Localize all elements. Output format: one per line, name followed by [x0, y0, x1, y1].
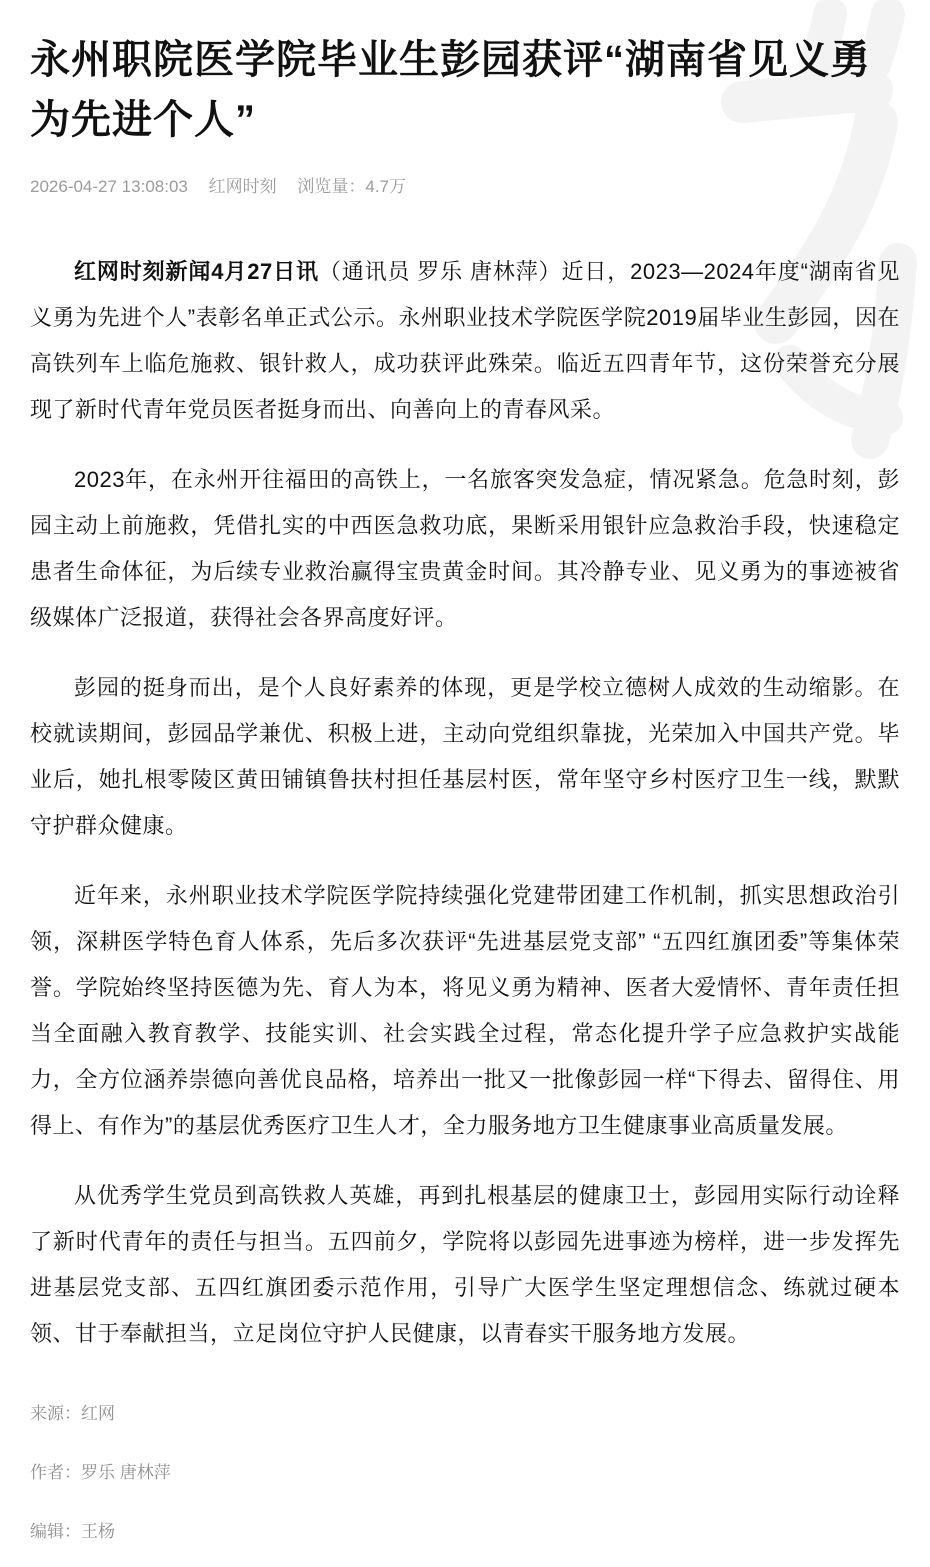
- article-paragraph: 2023年，在永州开往福田的高铁上，一名旅客突发急症，情况紧急。危急时刻，彭园主动上前施救，凭借扎实的中西医急救功底，果断采用银针应急救治手段，快速稳定患者生命体征，为后续专业救治赢得宝贵黄金时间。其冷静专业、见义勇为的事迹被省级媒体广泛报道，获得社会各界高度好评。: [30, 467, 900, 630]
- footer-row: 编辑：王杨: [30, 1522, 115, 1541]
- view-count-value: 4.7万: [365, 177, 406, 196]
- footer-row: 作者：罗乐 唐林萍: [30, 1463, 171, 1482]
- page-title: 永州职院医学院毕业生彭园获评“湖南省见义勇为先进个人”: [30, 38, 871, 142]
- paragraph-lead: 红网时刻新闻4月27日讯: [74, 259, 319, 284]
- source-name: 红网时刻: [208, 177, 277, 196]
- article-body: [30, 249, 900, 1357]
- article-paragraph: 红网时刻新闻4月27日讯（通讯员 罗乐 唐林萍）近日，2023—2024年度“湖南省见义勇为先进个人”表彰名单正式公示。永州职业技术学院医学院2019届毕业生彭园，因在高铁列车上临危施救、银针救人，成功获评此殊荣。临近五四青年节，这份荣誉充分展现了新时代青年党员医者挺身而出、向善向上的青春风采。: [30, 259, 900, 422]
- publish-datetime: 2026-04-27 13:08:03: [30, 177, 188, 196]
- article-paragraph: 从优秀学生党员到高铁救人英雄，再到扎根基层的健康卫士，彭园用实际行动诠释了新时代青年的责任与担当。五四前夕，学院将以彭园先进事迹为榜样，进一步发挥先进基层党支部、五四红旗团委示范作用，引导广大医学生坚定理想信念、练就过硬本领、甘于奉献担当，立足岗位守护人民健康，以青春实干服务地方发展。: [30, 1183, 900, 1346]
- article-paragraph: 彭园的挺身而出，是个人良好素养的体现，更是学校立德树人成效的生动缩影。在校就读期间，彭园品学兼优、积极上进，主动向党组织靠拢，光荣加入中国共产党。毕业后，她扎根零陵区黄田铺镇鲁扶村担任基层村医，常年坚守乡村医疗卫生一线，默默守护群众健康。: [30, 675, 900, 838]
- article-footer: [30, 1399, 900, 1542]
- view-count: [297, 177, 406, 196]
- article-meta: [30, 172, 900, 197]
- article-paragraph: 近年来，永州职业技术学院医学院持续强化党建带团建工作机制，抓实思想政治引领，深耕医学特色育人体系，先后多次获评“先进基层党支部” “五四红旗团委”等集体荣誉。学院始终坚持医德为先、育人为本，将见义勇为精神、医者大爱情怀、青年责任担当全面融入教育教学、技能实训、社会实践全过程，常态化提升学子应急救护实战能力，全方位涵养崇德向善优良品格，培养出一批又一批像彭园一样“下得去、留得住、用得上、有作为”的基层优秀医疗卫生人才，全力服务地方卫生健康事业高质量发展。: [30, 883, 900, 1138]
- view-count-label: 浏览量：: [297, 177, 366, 196]
- footer-row: 来源：红网: [30, 1404, 115, 1423]
